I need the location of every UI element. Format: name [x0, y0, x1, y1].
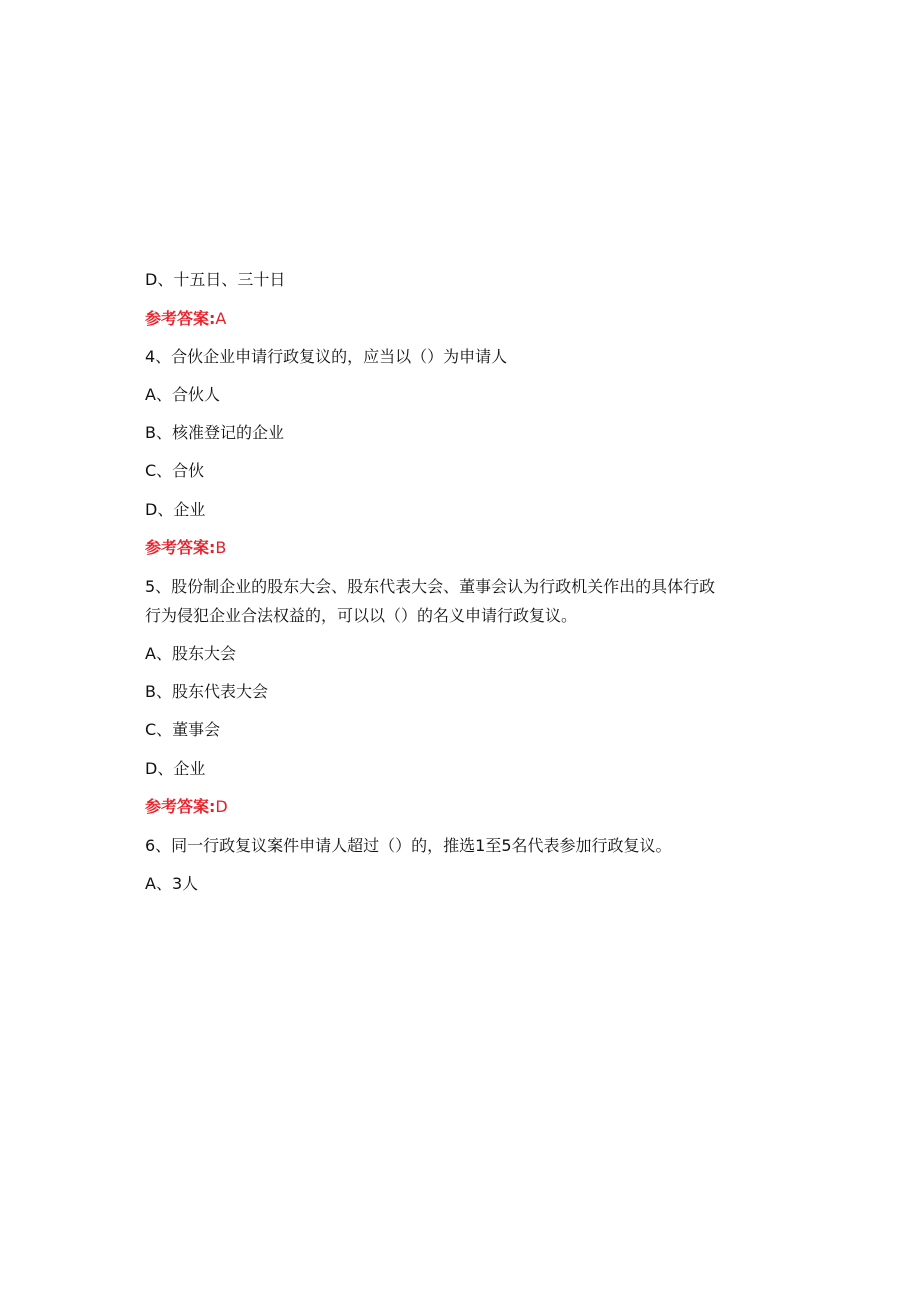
- q6-question: 6、同一行政复议案件申请人超过（）的，推选1至5名代表参加行政复议。: [145, 836, 672, 855]
- q5-option-c: C、董事会: [145, 720, 221, 739]
- q3-answer: [145, 309, 226, 329]
- q5-option-a: A、股东大会: [145, 644, 236, 663]
- answer-label: 参考答案:: [145, 538, 216, 557]
- q5-option-b: B、股东代表大会: [145, 682, 268, 701]
- q4-option-d: D、企业: [145, 500, 206, 519]
- q5-answer: [145, 797, 228, 817]
- q4-option-b: B、核准登记的企业: [145, 423, 284, 442]
- answer-value: B: [215, 538, 227, 557]
- answer-label: 参考答案:: [145, 797, 216, 816]
- answer-value: A: [215, 309, 227, 328]
- q5-question-line2: 行为侵犯企业合法权益的，可以以（）的名义申请行政复议。: [145, 606, 578, 625]
- q3-option-d: D、十五日、三十日: [145, 270, 286, 289]
- q4-question: 4、合伙企业申请行政复议的，应当以（）为申请人: [145, 347, 508, 366]
- answer-value: D: [215, 797, 228, 816]
- q4-answer: [145, 538, 226, 558]
- q4-option-c: C、合伙: [145, 461, 205, 480]
- answer-label: 参考答案:: [145, 309, 216, 328]
- q6-option-a: A、3人: [145, 874, 199, 893]
- q5-option-d: D、企业: [145, 759, 206, 778]
- q4-option-a: A、合伙人: [145, 385, 220, 404]
- q5-question-line1: 5、股份制企业的股东大会、股东代表大会、董事会认为行政机关作出的具体行政: [145, 577, 716, 596]
